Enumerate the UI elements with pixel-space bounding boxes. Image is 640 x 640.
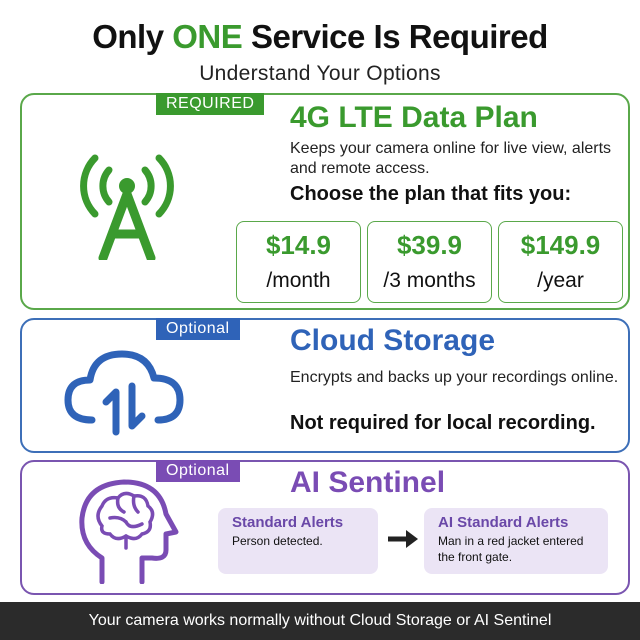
cloud-storage-card: [20, 318, 630, 453]
cloud-title: Cloud Storage: [290, 324, 496, 357]
plan-quarterly[interactable]: [367, 221, 492, 303]
plan-options: [236, 221, 622, 303]
ai-alert-text: Man in a red jacket entered the front gate.: [438, 534, 584, 564]
brain-head-icon: [72, 474, 182, 584]
footer-banner: Your camera works normally without Cloud Storage or AI Sentinel: [0, 602, 640, 640]
arrow-right-icon: [386, 528, 420, 550]
standard-alert-box: [218, 508, 378, 574]
optional-badge: Optional: [156, 318, 240, 340]
local-recording-note: Not required for local recording.: [290, 412, 596, 434]
standard-alert-text: Person detected.: [232, 534, 323, 548]
plan-price: $39.9: [396, 230, 463, 260]
plan-yearly[interactable]: [498, 221, 623, 303]
standard-alert-title: Standard Alerts: [232, 514, 344, 531]
plan-period: /year: [537, 269, 584, 292]
page-title: [0, 18, 640, 56]
lte-description: Keeps your camera online for live view, alerts and remote access.: [290, 140, 612, 177]
required-badge: REQUIRED: [156, 93, 264, 115]
plan-price: $14.9: [265, 230, 332, 260]
title-suffix: Service Is Required: [242, 18, 548, 55]
title-accent: ONE: [172, 18, 243, 55]
plan-price: $149.9: [520, 230, 601, 260]
lte-plan-card: [20, 93, 630, 310]
plan-monthly[interactable]: [236, 221, 361, 303]
ai-title: AI Sentinel: [290, 466, 446, 499]
cloud-sync-icon: [62, 342, 187, 437]
ai-sentinel-card: [20, 460, 630, 595]
ai-alert-box: [424, 508, 608, 574]
lte-title: 4G LTE Data Plan: [290, 101, 538, 134]
choose-plan-note: Choose the plan that fits you:: [290, 183, 572, 205]
page-subtitle: Understand Your Options: [199, 62, 441, 85]
ai-alert-title: AI Standard Alerts: [438, 514, 569, 531]
cell-tower-icon: [67, 140, 187, 260]
optional-badge: Optional: [156, 460, 240, 482]
cloud-description: Encrypts and backs up your recordings online.: [290, 369, 619, 386]
plan-period: /3 months: [383, 269, 476, 292]
plan-period: /month: [266, 269, 331, 292]
title-prefix: Only: [92, 18, 173, 55]
